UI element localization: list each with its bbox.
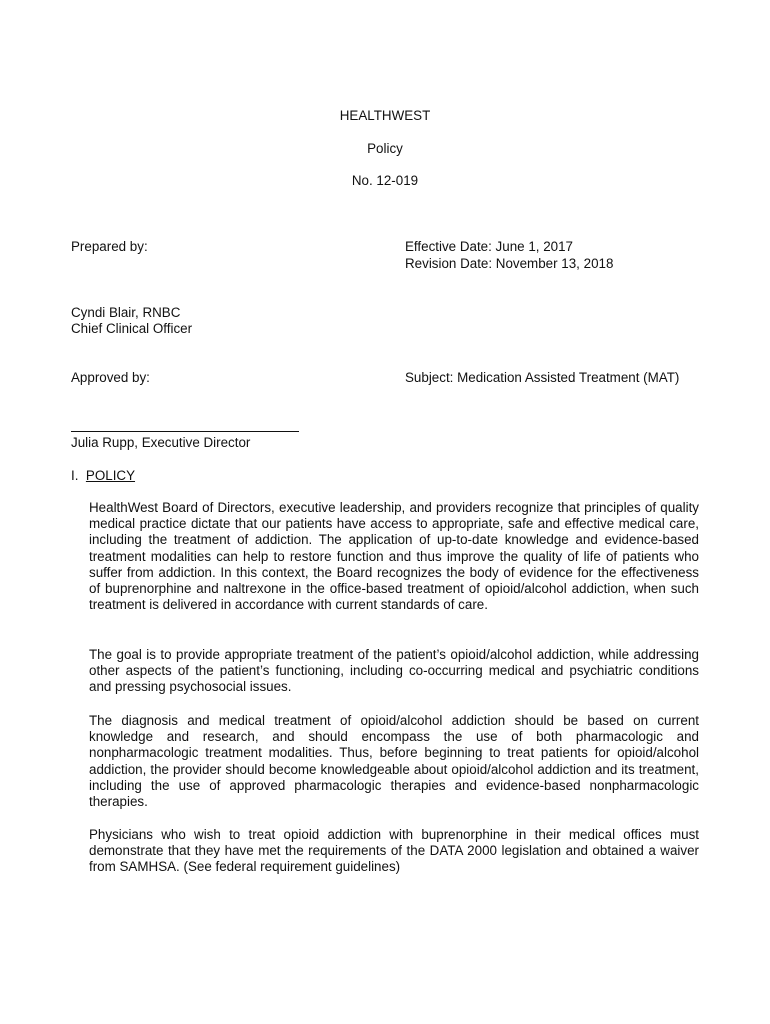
section-title: POLICY [85, 468, 136, 483]
prepared-by-label: Prepared by: [71, 239, 148, 254]
preparer-title: Chief Clinical Officer [71, 321, 193, 336]
policy-paragraph-1: HealthWest Board of Directors, executive leadership, and providers recognize that principles of quality medical practice dictate that our patients have access to appropriate, safe and effective medical care, including the treatment of addiction. The application of up-to-date knowledge and evidence-based treatment modalities can help to restore function and thus improve the quality of life of patients who suffer from addiction. In this context, the Board recognizes the body of evidence for the effectiveness of buprenorphine and naltrexone in the office-based treatment of opioid/alcohol addiction, when such treatment is delivered in accordance with current standards of care. [89, 500, 699, 613]
section-number: I. [71, 468, 79, 483]
policy-paragraph-4: Physicians who wish to treat opioid addiction with buprenorphine in their medical offices must demonstrate that they have met the requirements of the DATA 2000 legislation and obtained a waiver from SAMHSA. (See federal requirement guidelines) [89, 827, 699, 875]
revision-date: Revision Date: November 13, 2018 [405, 256, 614, 271]
approver-name: Julia Rupp, Executive Director [71, 435, 251, 450]
org-title: HEALTHWEST [339, 108, 431, 123]
document-type: Policy [367, 141, 403, 156]
policy-paragraph-3: The diagnosis and medical treatment of opioid/alcohol addiction should be based on current knowledge and research, and should encompass the use of both pharmacologic and nonpharmacologic treatment modalities. Thus, before beginning to treat patients for opioid/alcohol addiction, the provider should become knowledgeable about opioid/alcohol addiction and its treatment, including the use of approved pharmacologic therapies and evidence-based nonpharmacologic therapies. [89, 713, 699, 810]
effective-date: Effective Date: June 1, 2017 [405, 239, 573, 254]
preparer-name: Cyndi Blair, RNBC [71, 305, 181, 320]
policy-paragraph-2: The goal is to provide appropriate treatment of the patient’s opioid/alcohol addiction, while addressing other aspects of the patient’s functioning, including co-occurring medical and psychiatric conditions and pressing psychosocial issues. [89, 647, 699, 695]
policy-number: No. 12-019 [351, 173, 419, 188]
section-heading [71, 467, 135, 484]
approved-by-label: Approved by: [71, 370, 150, 385]
subject: Subject: Medication Assisted Treatment (MAT) [405, 370, 680, 385]
signature-line [71, 431, 299, 432]
